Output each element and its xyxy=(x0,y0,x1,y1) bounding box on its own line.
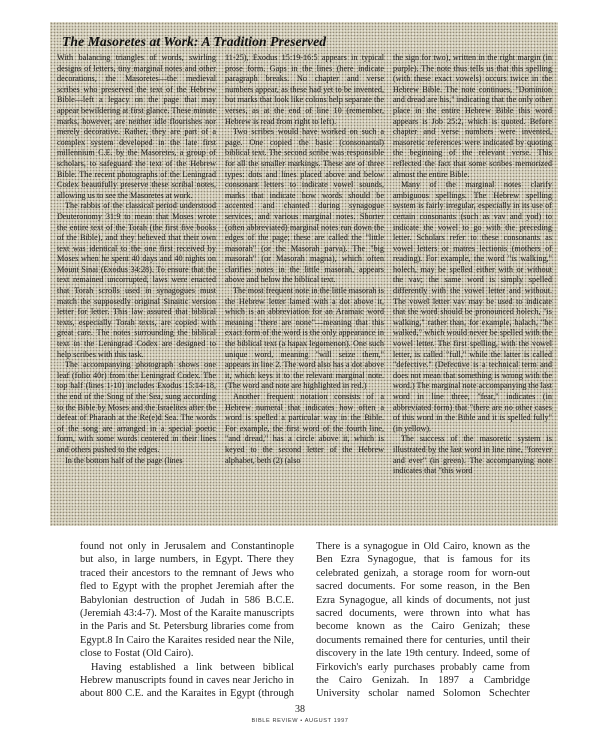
main-text xyxy=(80,540,530,700)
sidebar-paragraph: the sign for two), written in the right margin (in purple). The note thus tells us that this spelling (with these exact vowels) occurs twice in the Hebrew Bible. The note continues, "Dominion and dread are his," indicating that the only other place in the entire Hebrew Bible this word appears is Job 25:2, which is quoted. Before chapter and verse numbers were invented, masoretic references were indicated by quoting the beginning of the relevant verse. This reflected the fact that some scribes memorized almost the entire Bible. xyxy=(393,53,552,179)
sidebar-paragraph: Another frequent notation consists of a Hebrew numeral that indicates how often a word is spelled a particular way in the Bible. For example, the first word of the fourth line, "and dread," has a circle above it, which is keyed to the second letter of the Hebrew alphabet, beth (2) (also xyxy=(225,392,384,465)
body-paragraph: Having established a link between biblical Hebrew manuscripts found in caves near Jericho in about 800 C.E. and the Karaites in Egypt (through xyxy=(80,661,294,700)
sidebar-paragraph: The accompanying photograph shows one leaf (folio 40r) from the Leningrad Codex. The top half (lines 1-10) includes Exodus 15:14-18, the end of the Song of the Sea, sung according to the Bible by Moses and the Israelites after the defeat of Pharaoh at the Re(e)d Sea. The words of the song are arranged in a special poetic form, with some words centered in their lines and others pushed to the edges. xyxy=(57,360,216,454)
sidebar-column-2 xyxy=(225,53,384,523)
sidebar-paragraph: In the bottom half of the page (lines xyxy=(65,455,183,465)
sidebar-paragraph: The rabbis of the classical period understood Deuteronomy 31:9 to mean that Moses wrote the entire text of the Torah (the first five books of the Bible), and they believed that their own text was identical to the one first received by Moses when he spent 40 days and 40 nights on Mount Sinai (Exodus 34:28). To ensure that the text remained uncorrupted, laws were enacted that Torah scrolls used in synagogues must match the supposedly original Sinaitic version letter for letter. This law assured that biblical texts, especially Torah texts, are copied with great care. The notes surrounding the biblical text in the Leningrad Codex are designed to help scribes with this task. xyxy=(57,201,216,359)
main-column-left xyxy=(80,540,294,700)
sidebar-paragraph: The success of the masoretic system is illustrated by the last word in line nine, "forever and ever" (in green). The accompanying note indicates that "this word xyxy=(393,434,552,476)
sidebar-column-3 xyxy=(393,53,552,523)
sidebar-paragraph: With balancing triangles of words, swirling designs of letters, tiny marginal notes and other decorations, the Masoretes—the medieval scribes who preserved the text of the Hebrew Bible—left a legacy on the page that may appear bewildering at first glance. These minute marks, however, are neither idle flourishes nor merely decorative. Rather, they are part of a complex system developed in the late first millennium C.E. by the Masoretes, a group of scholars, to safeguard the text of the Hebrew Bible. The recent photographs of the Leningrad Codex beautifully preserve these scribal notes, allowing us to see the Masoretes at work. xyxy=(57,53,216,200)
masoretes-sidebar xyxy=(50,22,558,526)
main-column-right xyxy=(316,540,530,700)
page-number: 38 xyxy=(295,704,305,715)
sidebar-paragraph: Two scribes would have worked on such a page. One copied the basic (consonantal) biblical text. The second scribe was responsible for all the smaller markings. These are of three types: dots and lines placed above and below consonant letters to indicate vowel sounds, marks that indicate how words should be accented and chanted during synagogue services, and various marginal notes. Shorter (often abbreviated) marginal notes run down the edges of the page; these are called the "little masorah" (or the Masorah parva). The "big masorah" (or Masorah magna), which often clarifies notes in the little masorah, appears above and below the biblical text. xyxy=(225,127,384,285)
body-paragraph: found not only in Jerusalem and Constantinople but also, in large numbers, in Egypt. There they traced their ancestors to the remnant of Jews who fled to Egypt with the prophet Jeremiah after the Babylonian destruction of Judah in 586 B.C.E. (Jeremiah 43:4-7). Most of the Karaite manuscripts in the Paris and St. Petersburg libraries come from Egypt.8 In Cairo the Karaites resided near the Nile, close to Fostat (Old Cairo). xyxy=(80,541,294,660)
sidebar-paragraph: 11-25), Exodus 15:19-16:5 appears in typical prose form. Gaps in the lines (here indicate paragraph breaks. No chapter and verse numbers appear, as these had yet to be invented, but marks that look like colons help separate the verses, as at the end of line 10 (remember, Hebrew is read from right to left). xyxy=(225,53,384,126)
sidebar-paragraph: The most frequent note in the little masorah is the Hebrew letter lamed with a dot above it, which is an abbreviation for an Aramaic word meaning "there are none"—meaning that this exact form of the word is the only appearance in the biblical text (a hapax legomenon). One such unique word, meaning "will seize them," appears in line 2. The word also has a dot above it, which keys it to the relevant marginal note. (The word and note are highlighted in red.) xyxy=(225,286,384,391)
sidebar-paragraph: Many of the marginal notes clarify ambiguous spellings. The Hebrew spelling system is fairly irregular, especially in its use of certain consonants (such as vav and yod) to indicate the vowel to go with the preceding letter. Scholars refer to these consonants as vowel letters or matres lectionis (mothers of reading). For example, the word "is walking," holech, may be spelled either with or without the vav; the same word is simply spelled differently with the vowel letter and without. The vowel letter vav may be used to indicate that the word should be pronounced holech, "is walking," rather than, for example, halach, "he walked," which would never be spelled with the vowel letter. The first spelling, with the vowel letter, is called "full," while the latter is called "defective." (Defective is a technical term and does not mean that something is wrong with the word.) The marginal note accompanying the last word in line three, "fear," indicates (in abbreviated form) that "there are no other cases of this word in the Bible and it is spelled fully" (in yellow). xyxy=(393,180,552,433)
sidebar-columns xyxy=(57,53,552,523)
sidebar-column-1 xyxy=(57,53,216,523)
body-paragraph: There is a synagogue in Old Cairo, known as the Ben Ezra Synagogue, that is famous for its celebrated genizah, a storage room for worn-out sacred documents. For some reason, in the Ben Ezra Synagogue, all kinds of documents, not just sacred documents, were thrown into what has become known as the Cairo Genizah; these documents remained there for centuries, until their discovery in the late 19th century. Indeed, some of Firkovich's early purchases probably came from the Cairo Genizah. In 1897 a Cambridge University scholar named Solomon Schechter xyxy=(316,541,530,700)
running-footer: BIBLE REVIEW • AUGUST 1997 xyxy=(251,718,349,724)
sidebar-title: The Masoretes at Work: A Tradition Preserved xyxy=(62,34,327,49)
